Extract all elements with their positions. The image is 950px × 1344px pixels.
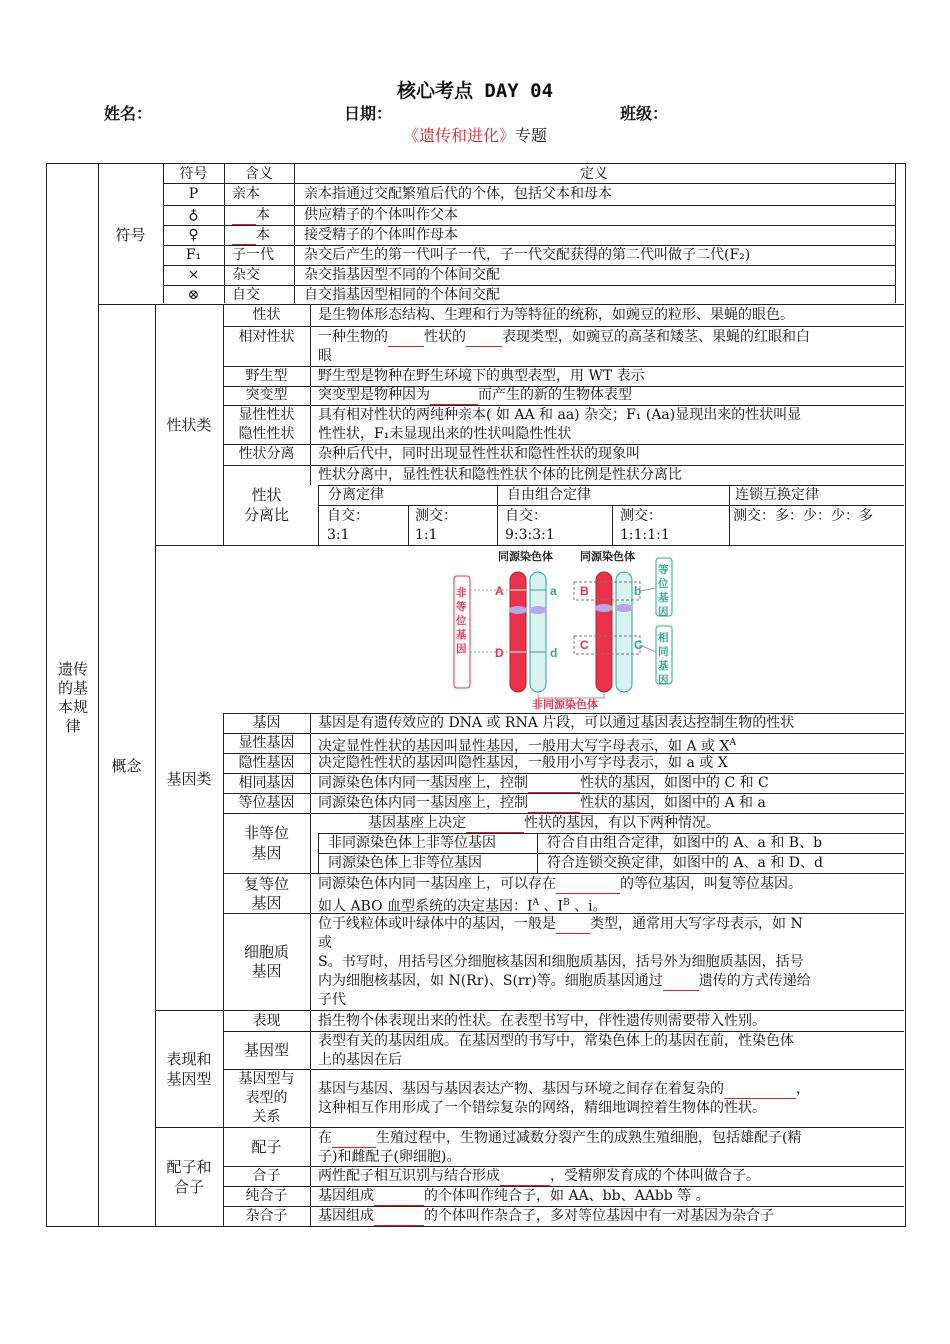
heterozygote-name: 杂合子 bbox=[245, 1208, 288, 1224]
zygote-name: 合子 bbox=[252, 1168, 281, 1184]
cyto-text-4: 内为细胞核基因，如 N(Rr)、S(rr)等。细胞质基因通过 遗传的方式传递给 bbox=[318, 973, 811, 989]
group-gamete-1: 配子和 bbox=[166, 1158, 212, 1176]
dominance-text-2: 性性状，F₁未显现出来的性状叫隐性性状 bbox=[318, 426, 572, 442]
ratio-cell-3: 自交： 9:3:3:1 bbox=[505, 508, 555, 543]
meaning-cross: 杂交 bbox=[232, 267, 260, 283]
header-meaning: 含义 bbox=[245, 166, 273, 182]
segregation-name: 性状分离 bbox=[238, 446, 295, 462]
meaning-f1: 子一代 bbox=[232, 247, 274, 263]
recessive-trait-name: 隐性性状 bbox=[238, 426, 295, 442]
ratio-name-2: 分离比 bbox=[243, 506, 289, 524]
phenotype-text: 指生物个体表现出来的性状。在表型书写中，伴性遗传则需要带入性别。 bbox=[318, 1013, 766, 1029]
same-gene-label: 相同基因 bbox=[658, 632, 669, 686]
segregation-text: 杂种后代中，同时出现显性性状和隐性性状的现象叫 bbox=[318, 446, 640, 462]
symbol-f1: F₁ bbox=[185, 247, 202, 263]
zygote-text: 两性配子相互识别与结合形成 ，受精卵发育成的个体叫做合子。 bbox=[318, 1168, 760, 1184]
gene-C2: C bbox=[634, 638, 643, 652]
homologous-label-1: 同源染色体 bbox=[498, 551, 553, 563]
law-independent: 自由组合定律 bbox=[507, 487, 591, 503]
group-symbols: 符号 bbox=[115, 226, 146, 244]
homozygote-name: 纯合子 bbox=[245, 1188, 288, 1204]
same-gene-name: 相同基因 bbox=[238, 775, 295, 791]
wild-type-name: 野生型 bbox=[245, 368, 288, 384]
meaning-female: 本 bbox=[232, 226, 270, 245]
symbol-male: ♁ bbox=[188, 207, 199, 223]
class-label: 班级： bbox=[620, 106, 669, 123]
non-homologous-label: 非同源染色体 bbox=[532, 699, 598, 711]
def-female: 接受精子的个体叫作母本 bbox=[304, 227, 458, 243]
homologous-label-2: 同源染色体 bbox=[580, 551, 635, 563]
multi-allele-text-1: 同源染色体内同一基因座上，可以存在 的等位基因，叫复等位基因。 bbox=[318, 876, 802, 892]
dominant-gene-name: 显性基因 bbox=[238, 735, 295, 751]
def-self: 自交指基因型相同的个体间交配 bbox=[304, 287, 500, 303]
relation-text-2: 这种相互作用形成了一个错综复杂的网络，精细地调控着生物体的性状。 bbox=[318, 1100, 766, 1116]
def-cross: 杂交指基因型不同的个体间交配 bbox=[304, 267, 500, 283]
relation-name-3: 关系 bbox=[252, 1109, 281, 1125]
def-parent: 亲本指通过交配繁殖后代的个体，包括父本和母本 bbox=[304, 186, 612, 202]
homozygote-text: 基因组成 的个体叫作纯合子，如 AA、bb、AAbb 等 。 bbox=[318, 1188, 710, 1204]
meaning-parent: 亲本 bbox=[232, 186, 260, 202]
phenotype-name: 表现 bbox=[252, 1013, 281, 1029]
subtitle-topic: 《遗传和进化》 bbox=[402, 126, 515, 145]
group-concepts: 概念 bbox=[111, 757, 142, 775]
mutant-name: 突变型 bbox=[245, 387, 288, 403]
wild-type-text: 野生型是物种在野生环境下的典型表型，用 WT 表示 bbox=[318, 368, 645, 384]
nonallelic-name-2: 基因 bbox=[251, 844, 282, 862]
group-pheno-2: 基因型 bbox=[166, 1070, 212, 1088]
relative-trait-name: 相对性状 bbox=[238, 329, 295, 345]
allelic-label: 等位基因 bbox=[658, 564, 669, 618]
meaning-self: 自交 bbox=[232, 287, 260, 303]
nonallelic-case1-rule: 符合自由组合定律，如图中的 A、a 和 B、b bbox=[547, 835, 823, 851]
ratio-cell-2: 测交： 1:1 bbox=[415, 508, 457, 543]
relation-name-1: 基因型与 bbox=[238, 1071, 295, 1087]
gene-d: d bbox=[550, 646, 558, 660]
gamete-name: 配子 bbox=[251, 1138, 282, 1156]
trait-text: 是生物体形态结构、生理和行为等特征的统称，如豌豆的粒形、果蝇的眼色。 bbox=[318, 307, 794, 323]
genotype-name: 基因型 bbox=[243, 1041, 289, 1059]
nonallelic-name-1: 非等位 bbox=[243, 824, 289, 842]
def-f1: 杂交后产生的第一代叫子一代，子一代交配获得的第二代叫做子二代(F₂) bbox=[304, 247, 751, 263]
nonallelic-case2-name: 同源染色体上非等位基因 bbox=[328, 855, 482, 871]
relation-name-2: 表型的 bbox=[245, 1090, 288, 1106]
gene-C1: C bbox=[580, 638, 589, 652]
subtitle bbox=[0, 123, 950, 146]
nonallelic-case1-name: 非同源染色体上非等位基因 bbox=[328, 835, 496, 851]
date-label: 日期： bbox=[344, 106, 393, 123]
trait-name: 性状 bbox=[252, 307, 281, 323]
gene-D: D bbox=[495, 646, 504, 660]
section-genetics-laws: 遗传 的基 本规 律 bbox=[57, 660, 88, 735]
recessive-gene-name: 隐性基因 bbox=[238, 755, 295, 771]
allelic-gene-name: 等位基因 bbox=[238, 795, 295, 811]
gene-name: 基因 bbox=[252, 715, 281, 731]
allelic-gene-text: 同源染色体内同一基因座上，控制 性状的基因，如图中的 A 和 a bbox=[318, 795, 766, 811]
law-linkage: 连锁互换定律 bbox=[735, 487, 819, 503]
meaning-male: 本 bbox=[232, 206, 270, 225]
genotype-text-1: 表型有关的基因组成。在基因型的书写中，常染色体上的基因在前，性染色体 bbox=[318, 1033, 794, 1049]
group-gamete-2: 合子 bbox=[173, 1178, 204, 1196]
gamete-text-2: 子)和雌配子(卵细胞)。 bbox=[318, 1149, 461, 1165]
gamete-text-1: 在 生殖过程中，生物通过减数分裂产生的成熟生殖细胞，包括雄配子(精 bbox=[318, 1130, 802, 1146]
same-gene-text: 同源染色体内同一基因座上，控制 性状的基因，如图中的 C 和 C bbox=[318, 775, 769, 791]
relative-trait-text: 一种生物的 性状的 表现类型，如豌豆的高茎和矮茎、果蝇的红眼和白 bbox=[318, 329, 810, 345]
cyto-gene-name-2: 基因 bbox=[251, 962, 282, 980]
genotype-text-2: 上的基因在后 bbox=[318, 1052, 402, 1068]
group-traits: 性状类 bbox=[166, 416, 212, 434]
ratio-cell-5: 测交：多：少：少：多 bbox=[733, 508, 873, 524]
nonallelic-text: 基因基座上决定 性状的基因，有以下两种情况。 bbox=[368, 815, 720, 831]
group-genes: 基因类 bbox=[166, 770, 212, 788]
symbol-p: P bbox=[188, 186, 199, 202]
cyto-text-3: S。书写时，用括号区分细胞核基因和细胞质基因，括号外为细胞质基因，括号 bbox=[318, 954, 804, 970]
header-symbol: 符号 bbox=[179, 166, 208, 182]
gene-b: b bbox=[634, 584, 642, 598]
ratio-intro: 性状分离中，显性性状和隐性性状个体的比例是性状分离比 bbox=[318, 467, 682, 483]
multi-allele-text-2: 如人 ABO 血型系统的决定基因：$I^A$ 、$I^B$ 、i。 bbox=[318, 898, 607, 915]
chromosome-diagram bbox=[440, 548, 690, 712]
mutant-text: 突变型是物种因为 而产生的新的生物体表型 bbox=[318, 387, 632, 403]
heterozygote-text: 基因组成 的个体叫作杂合子，多对等位基因中有一对基因为杂合子 bbox=[318, 1208, 774, 1224]
relation-text-1: 基因与基因、基因与基因表达产物、基因与环境之间存在着复杂的 ， bbox=[318, 1081, 810, 1097]
nonallelic-case2-rule: 符合连锁交换定律，如图中的 A、a 和 D、d bbox=[547, 855, 823, 871]
ratio-name-1: 性状 bbox=[251, 486, 282, 504]
gene-text: 基因是有遗传效应的 DNA 或 RNA 片段，可以通过基因表达控制生物的性状 bbox=[318, 715, 795, 731]
multi-allele-name-1: 复等位 bbox=[243, 875, 289, 893]
subtitle-tail: 专题 bbox=[515, 126, 548, 145]
gene-A: A bbox=[495, 584, 504, 598]
ratio-cell-4: 测交： 1:1:1:1 bbox=[620, 508, 670, 543]
header-definition: 定义 bbox=[580, 166, 608, 182]
cyto-text-2: 或 bbox=[318, 935, 332, 951]
name-label: 姓名： bbox=[104, 106, 153, 123]
def-male: 供应精子的个体叫作父本 bbox=[304, 207, 458, 223]
multi-allele-name-2: 基因 bbox=[251, 894, 282, 912]
dominant-trait-name: 显性性状 bbox=[238, 407, 295, 423]
dominant-gene-text: 决定显性性状的基因叫显性基因，一般用大写字母表示，如 A 或 $X^A$ bbox=[318, 738, 736, 755]
gene-B: B bbox=[580, 584, 589, 598]
non-allelic-label: 非等位基因 bbox=[456, 587, 467, 655]
cyto-text-5: 子代 bbox=[318, 992, 346, 1008]
page-title: 核心考点 DAY 04 bbox=[396, 80, 554, 102]
recessive-gene-text: 决定隐性性状的基因叫隐性基因，一般用小写字母表示，如 a 或 X bbox=[318, 755, 728, 771]
cyto-text-1: 位于线粒体或叶绿体中的基因，一般是 类型，通常用大写字母表示，如 N bbox=[318, 916, 803, 932]
dominance-text-1: 具有相对性状的两纯种亲本( 如 AA 和 aa) 杂交；F₁ (Aa)显现出来的性状叫显 bbox=[318, 407, 802, 423]
law-segregation: 分离定律 bbox=[328, 487, 384, 503]
group-pheno-1: 表现和 bbox=[166, 1050, 212, 1068]
symbol-self: ⊗ bbox=[187, 287, 200, 303]
symbol-cross: × bbox=[187, 267, 200, 283]
symbol-female: ♀ bbox=[188, 227, 199, 243]
ratio-cell-1: 自交： 3:1 bbox=[327, 508, 369, 543]
relative-trait-text-2: 眼 bbox=[318, 348, 332, 364]
cyto-gene-name-1: 细胞质 bbox=[243, 943, 289, 961]
gene-a: a bbox=[550, 584, 557, 598]
